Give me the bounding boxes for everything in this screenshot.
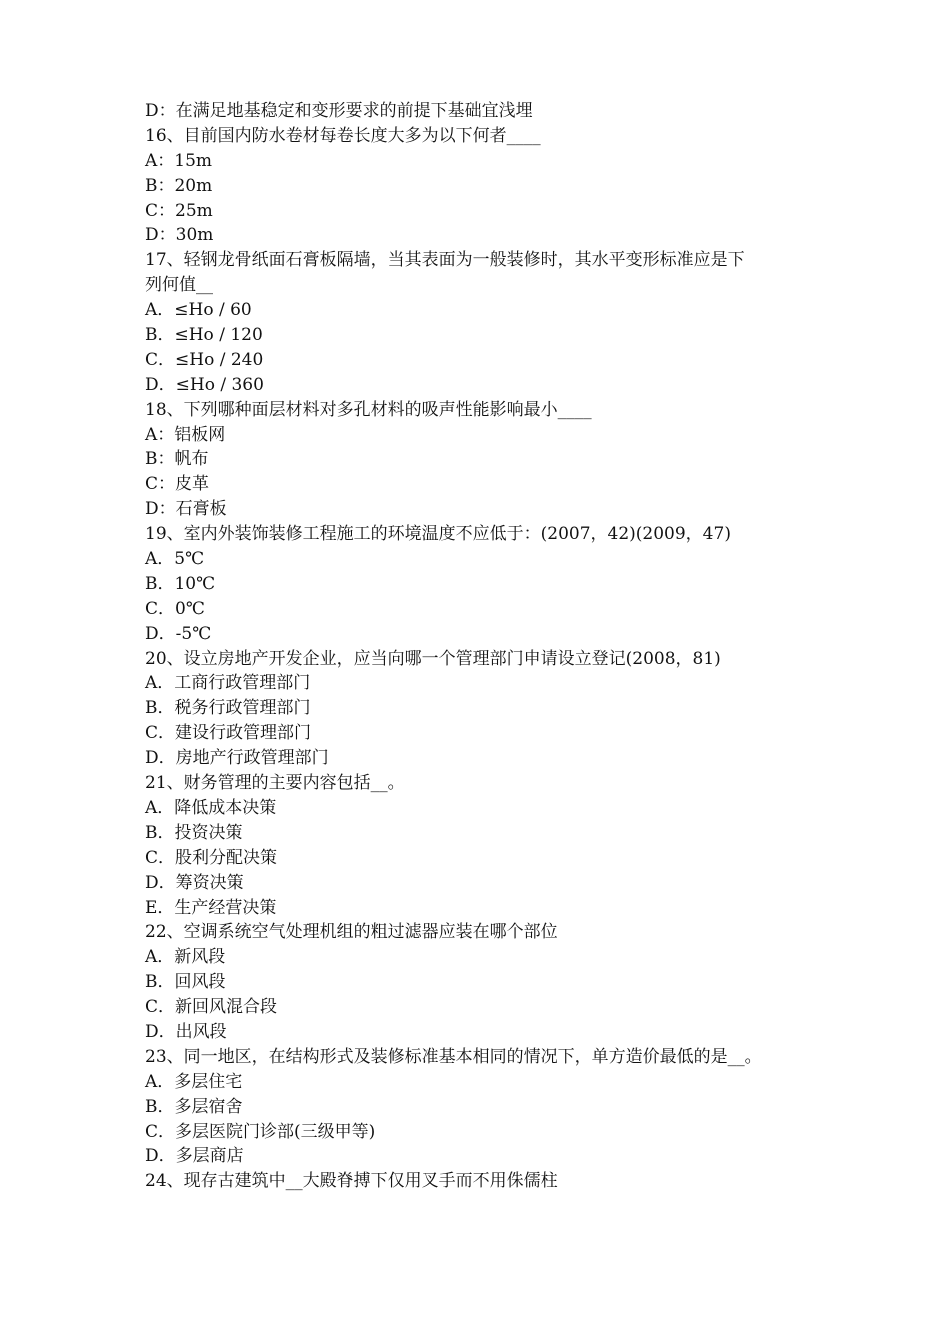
question-18: 18、下列哪种面层材料对多孔材料的吸声性能影响最小____ <box>145 399 592 420</box>
option-line: D：石膏板 <box>145 499 227 520</box>
option-line: B．税务行政管理部门 <box>145 698 311 719</box>
option-line: A．多层住宅 <box>145 1071 243 1092</box>
option-line: A．≤Ho / 60 <box>145 300 252 321</box>
option-line: A．新风段 <box>145 947 226 968</box>
option-line: C．新回风混合段 <box>145 997 278 1018</box>
option-line: C．≤Ho / 240 <box>145 349 264 370</box>
option-line: B．≤Ho / 120 <box>145 325 263 346</box>
option-line: C：皮革 <box>145 474 210 495</box>
option-line: D．≤Ho / 360 <box>145 374 264 395</box>
question-23: 23、同一地区，在结构形式及装修标准基本相同的情况下，单方造价最低的是__。 <box>145 1046 762 1067</box>
option-line: E．生产经营决策 <box>145 897 277 918</box>
option-line: B．投资决策 <box>145 822 243 843</box>
option-line: C：25m <box>145 200 213 221</box>
option-line: D：30m <box>145 225 214 246</box>
question-17: 17、轻钢龙骨纸面石膏板隔墙，当其表面为一般装修时，其水平变形标准应是下 <box>145 250 745 271</box>
question-16: 16、目前国内防水卷材每卷长度大多为以下何者____ <box>145 125 541 146</box>
option-line: B．多层宿舍 <box>145 1096 243 1117</box>
option-line: D．-5℃ <box>145 623 212 644</box>
option-line: D．房地产行政管理部门 <box>145 748 329 769</box>
option-line: B：帆布 <box>145 449 209 470</box>
question-20: 20、设立房地产开发企业，应当向哪一个管理部门申请设立登记(2008，81) <box>145 648 721 669</box>
question-24: 24、现存古建筑中__大殿脊搏下仅用叉手而不用侏儒柱 <box>145 1171 558 1192</box>
question-19: 19、室内外装饰装修工程施工的环境温度不应低于：(2007，42)(2009，47) <box>145 524 731 545</box>
option-line: A：铝板网 <box>145 424 226 445</box>
option-line: A．工商行政管理部门 <box>145 673 311 694</box>
question-22: 22、空调系统空气处理机组的粗过滤器应装在哪个部位 <box>145 922 558 943</box>
option-line: C．多层医院门诊部(三级甲等) <box>145 1121 376 1142</box>
document-page <box>145 99 825 1194</box>
option-line: C．建设行政管理部门 <box>145 723 312 744</box>
option-line: D．出风段 <box>145 1021 227 1042</box>
option-line: D．多层商店 <box>145 1146 244 1167</box>
option-line: A．5℃ <box>145 549 205 570</box>
option-line: A：15m <box>145 150 213 171</box>
text-line: D：在满足地基稳定和变形要求的前提下基础宜浅埋 <box>145 101 533 121</box>
option-line: B．回风段 <box>145 972 226 993</box>
option-line: B：20m <box>145 175 213 196</box>
question-21: 21、财务管理的主要内容包括__。 <box>145 773 405 794</box>
option-line: A．降低成本决策 <box>145 797 277 818</box>
question-17-continued: 列何值__ <box>145 275 213 296</box>
option-line: D．筹资决策 <box>145 872 244 893</box>
option-line: B．10℃ <box>145 573 216 594</box>
option-line: C．0℃ <box>145 598 205 619</box>
option-line: C．股利分配决策 <box>145 847 278 868</box>
